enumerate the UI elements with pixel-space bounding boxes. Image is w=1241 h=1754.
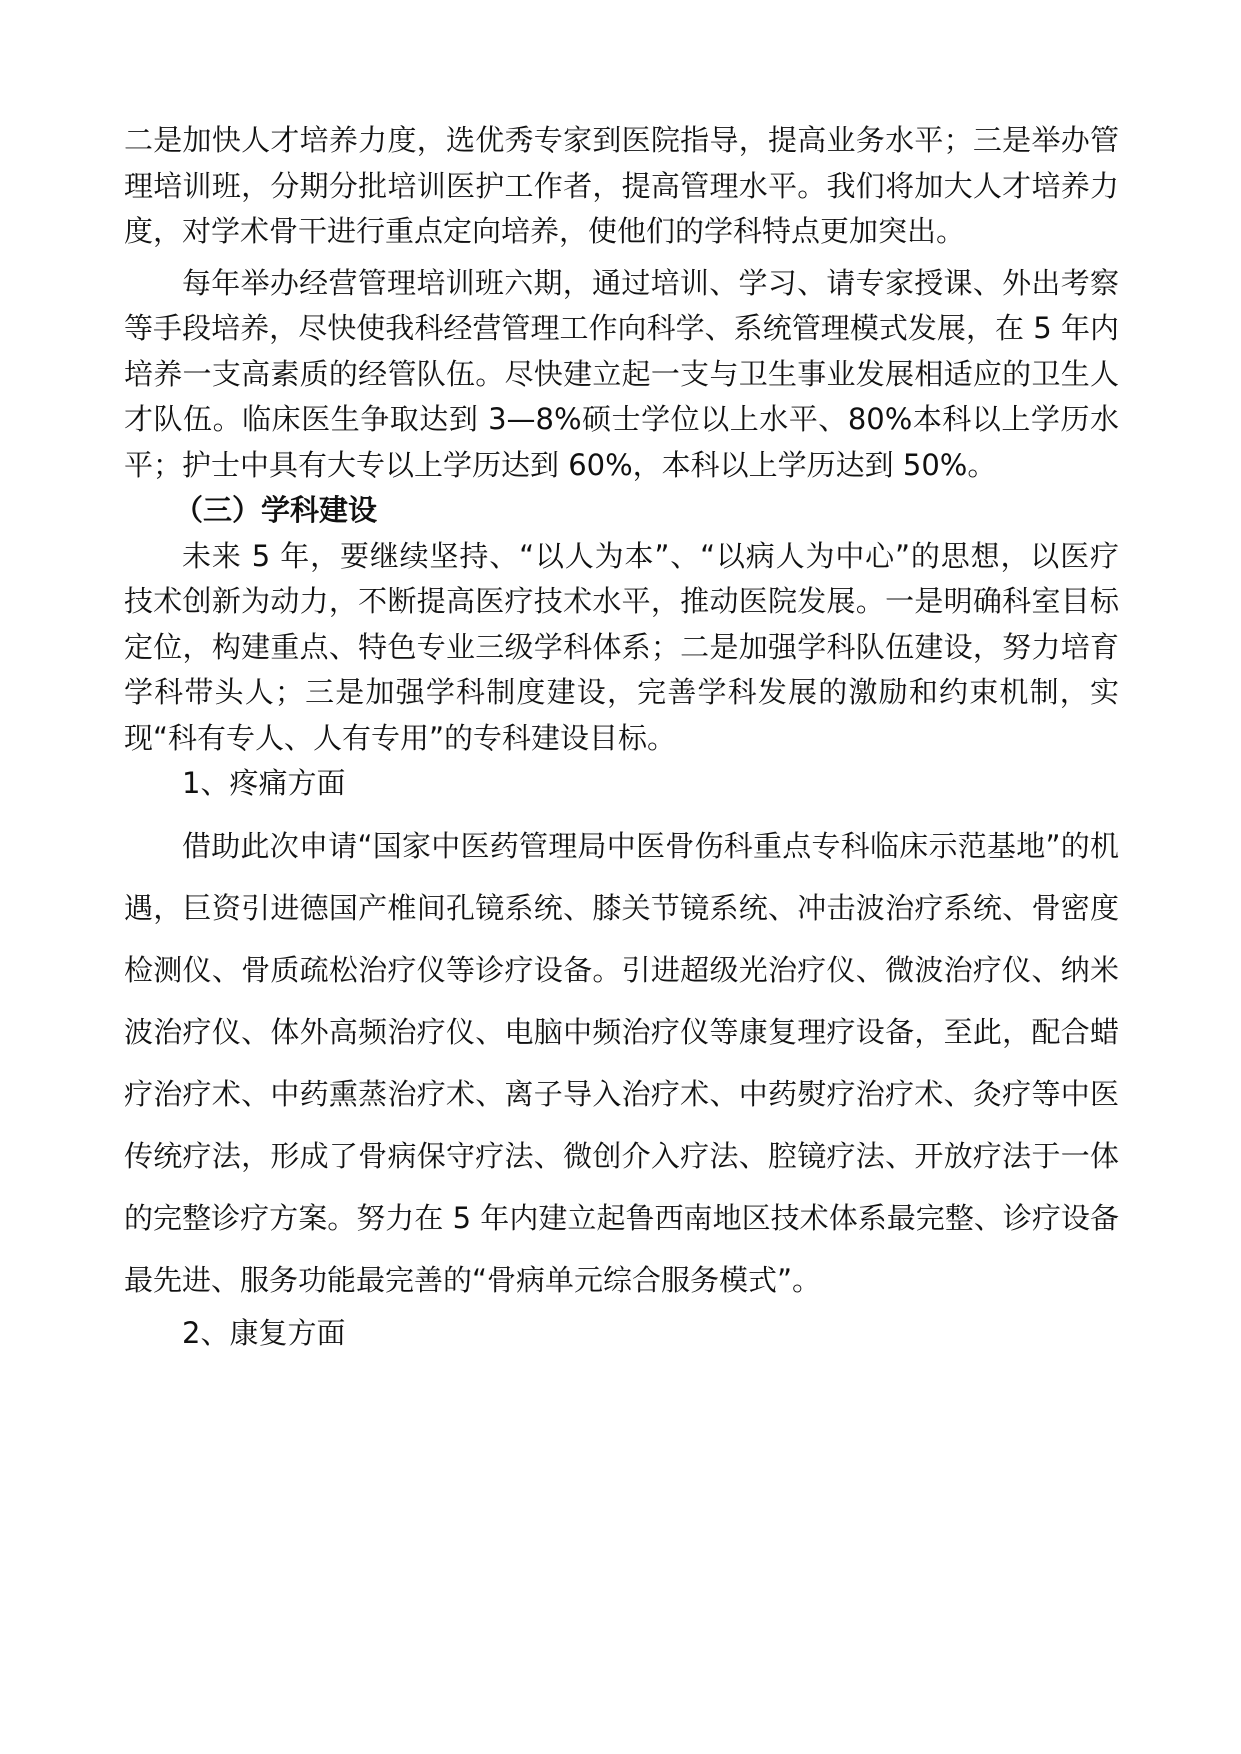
paragraph-management-training: 每年举办经营管理培训班六期，通过培训、学习、请专家授课、外出考察等手段培养，尽快使我科经营管理工作向科学、系统管理模式发展，在 5 年内培养一支高素质的经管队伍。尽快建立起一支与卫生事业发展相适应的卫生人才队伍。临床医生争取达到 3—8%硕士学位以上水平、80%本科以上学历水平；护士中具有大专以上学历达到 60%，本科以上学历达到 50%。 xyxy=(124,265,1119,482)
paragraph-discipline-building: 未来 5 年，要继续坚持、“以人为本”、“以病人为中心”的思想，以医疗技术创新为动力，不断提高医疗技术水平，推动医院发展。一是明确科室目标定位，构建重点、特色专业三级学科体系；二是加强学科队伍建设，努力培育学科带头人；三是加强学科制度建设，完善学科发展的激励和约束机制，实现“科有专人、人有专用”的专科建设目标。 xyxy=(124,538,1119,755)
document-page xyxy=(124,118,1119,1356)
section-heading-discipline: （三）学科建设 xyxy=(174,493,378,527)
paragraph-talent-training: 二是加快人才培养力度，选优秀专家到医院指导，提高业务水平；三是举办管理培训班，分期分批培训医护工作者，提高管理水平。我们将加大人才培养力度，对学术骨干进行重点定向培养，使他们的学科特点更加突出。 xyxy=(124,123,1119,248)
subheading-pain: 1、疼痛方面 xyxy=(182,766,346,800)
paragraph-pain-equipment: 借助此次申请“国家中医药管理局中医骨伤科重点专科临床示范基地”的机遇，巨资引进德国产椎间孔镜系统、膝关节镜系统、冲击波治疗系统、骨密度检测仪、骨质疏松治疗仪等诊疗设备。引进超级光治疗仪、微波治疗仪、纳米波治疗仪、体外高频治疗仪、电脑中频治疗仪等康复理疗设备，至此，配合蜡疗治疗术、中药熏蒸治疗术、离子导入治疗术、中药熨疗治疗术、灸疗等中医传统疗法，形成了骨病保守疗法、微创介入疗法、腔镜疗法、开放疗法于一体的完整诊疗方案。努力在 5 年内建立起鲁西南地区技术体系最完整、诊疗设备最先进、服务功能最完善的“骨病单元综合服务模式”。 xyxy=(124,828,1119,1297)
subheading-rehabilitation: 2、康复方面 xyxy=(182,1315,346,1350)
